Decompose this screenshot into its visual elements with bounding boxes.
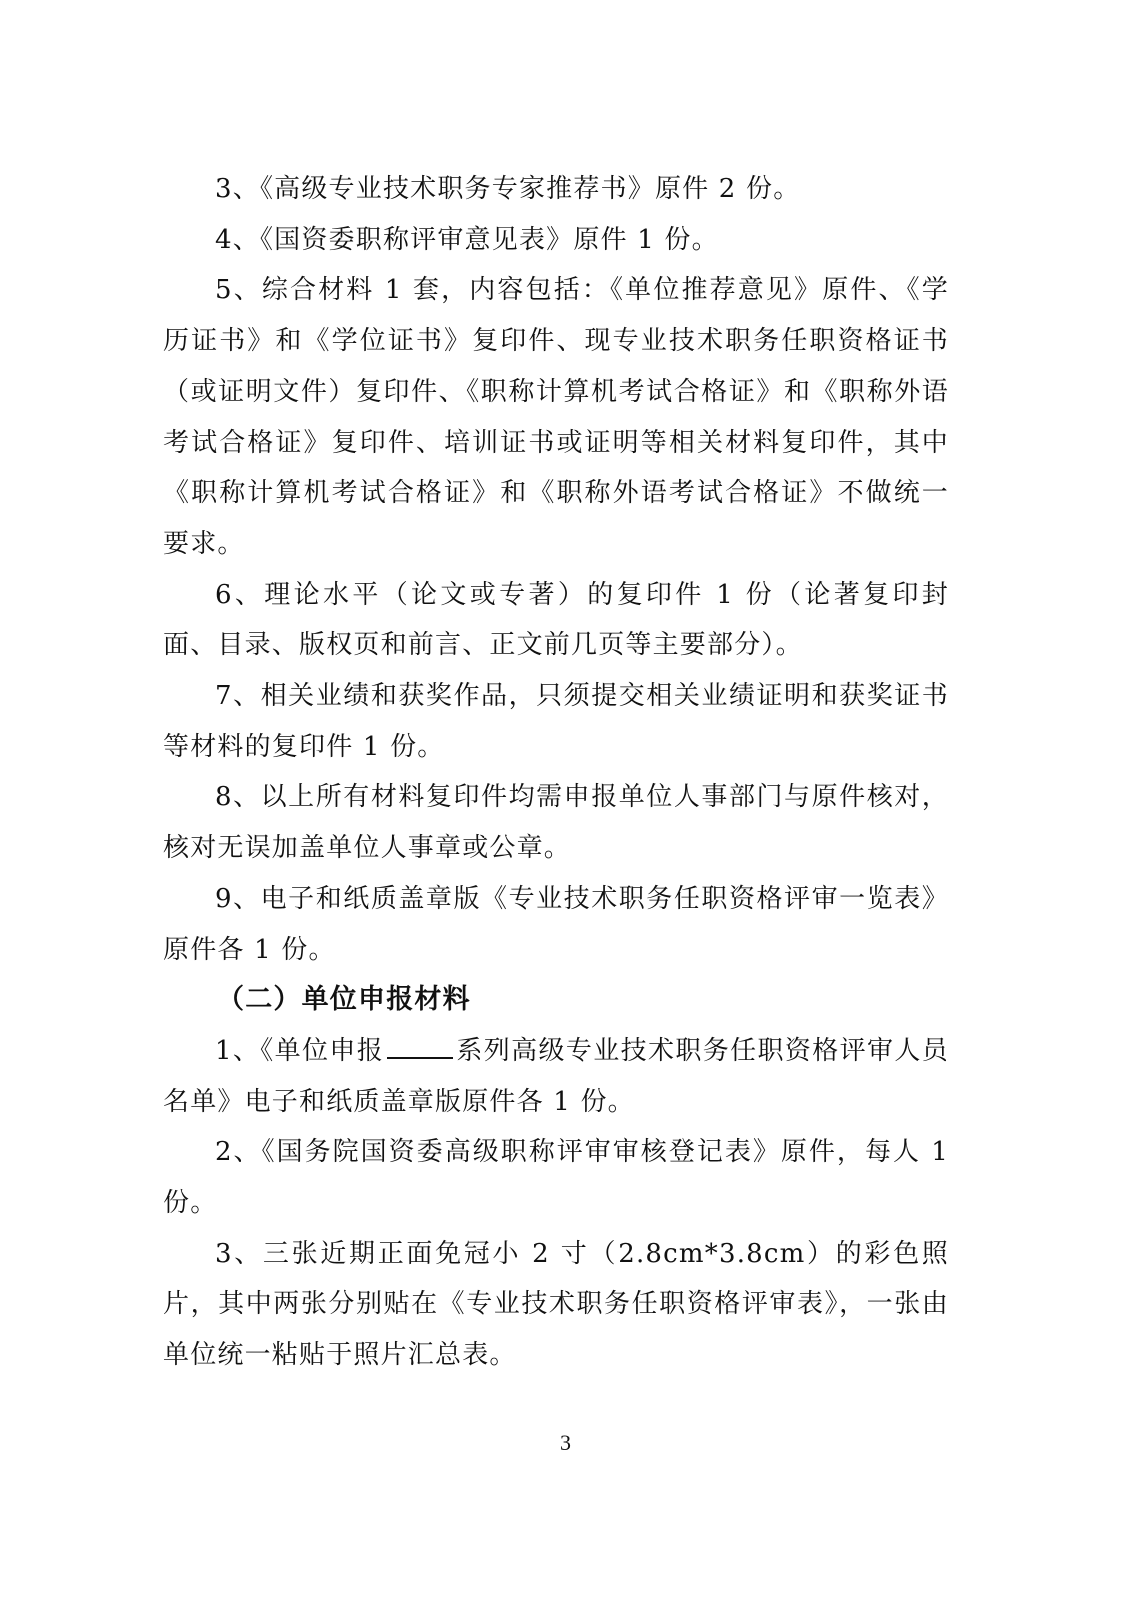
page-number: 3 bbox=[560, 1430, 571, 1455]
item-1-suffix: 系列高级专业技术职务任职资格评审人员名单》电子和纸质盖章版原件各 1 份。 bbox=[163, 1035, 949, 1117]
list-item-5: 5、综合材料 1 套，内容包括：《单位推荐意见》原件、《学历证书》和《学位证书》复印件、现专业技术职务任职资格证书（或证明文件）复印件、《职称计算机考试合格证》和《职称外语考试合格证》复印件、培训证书或证明等相关材料复印件，其中《职称计算机考试合格证》和《职称外语考试合格证》不做统一要求。 bbox=[163, 275, 949, 559]
unit-list-item-2: 2、《国务院国资委高级职称评审审核登记表》原件，每人 1 份。 bbox=[163, 1137, 949, 1219]
list-item-6: 6、理论水平（论文或专著）的复印件 1 份（论著复印封面、目录、版权页和前言、正文前几页等主要部分）。 bbox=[163, 579, 949, 661]
list-item-8: 8、以上所有材料复印件均需申报单位人事部门与原件核对，核对无误加盖单位人事章或公章。 bbox=[163, 782, 949, 864]
list-item-9: 9、电子和纸质盖章版《专业技术职务任职资格评审一览表》原件各 1 份。 bbox=[163, 883, 949, 965]
unit-list-item-1 bbox=[163, 1026, 949, 1127]
section-heading: （二）单位申报材料 bbox=[217, 984, 471, 1016]
fill-in-blank bbox=[387, 1033, 453, 1059]
item-1-prefix: 1、《单位申报 bbox=[215, 1035, 385, 1066]
unit-list-item-3: 3、三张近期正面免冠小 2 寸（2.8cm*3.8cm）的彩色照片，其中两张分别贴在《专业技术职务任职资格评审表》，一张由单位统一粘贴于照片汇总表。 bbox=[163, 1238, 949, 1371]
document-body bbox=[163, 164, 949, 1381]
list-item-7: 7、相关业绩和获奖作品，只须提交相关业绩证明和获奖证书等材料的复印件 1 份。 bbox=[163, 681, 949, 762]
list-item-4: 4、《国资委职称评审意见表》原件 1 份。 bbox=[215, 224, 719, 255]
list-item-3: 3、《高级专业技术职务专家推荐书》原件 2 份。 bbox=[215, 174, 801, 204]
